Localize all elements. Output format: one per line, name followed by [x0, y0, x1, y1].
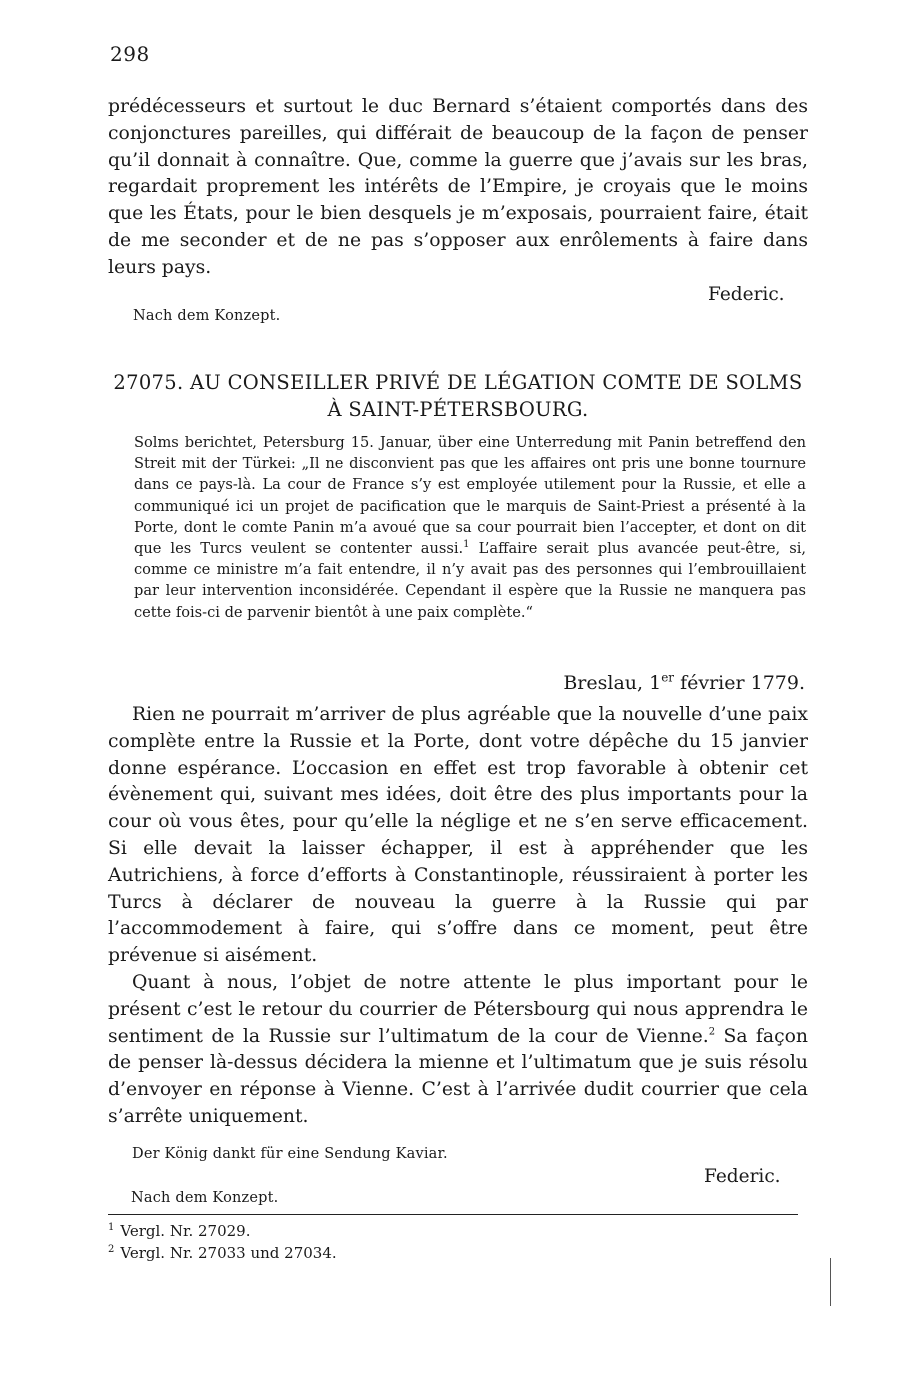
dateline: [563, 672, 805, 694]
signature-first: Federic.: [708, 284, 785, 305]
summary-text-continued: L’affaire serait plus avancée peut-être, si, comme ce ministre m’a fait entendre, il n’y avait pas des personnes qui l’embrouillaient par leur intervention inconsidérée. Cependant il espère que la Russie ne manquera pas cette fois-ci de parvenir bientôt à une paix complète.“: [134, 540, 806, 621]
letter-paragraph-1: Rien ne pourrait m’arriver de plus agréable que la nouvelle d’une paix complète entre la Russie et la Porte, dont votre dépêche du 15 janvier donne espérance. L’occasion en effet est trop favorable à obtenir cet évènement qui, suivant mes idées, doit être des plus importants pour la cour où vous êtes, pour qu’elle la néglige et ne s’en serve efficacement. Si elle devait la laisser échapper, il est à appréhender que les Autrichiens, à force d’efforts à Constantinople, réussiraient à porter les Turcs à déclarer de nouveau la guerre à la Russie qui par l’accommodement à faire, qui s’offre dans ce moment, peut être prévenue si aisément.: [108, 704, 808, 967]
continuation-paragraph: prédécesseurs et surtout le duc Bernard s’étaient comportés dans des conjonctures pareilles, qui différait de beaucoup de la façon de penser qu’il donnait à connaître. Que, comme la guerre que j’avais sur les bras, regardait proprement les intérêts de l’Empire, je croyais que le moins que les États, pour le bien desquels je m’exposais, pourraient faire, était de me seconder et de ne pas s’opposer aux enrôlements à faire dans leurs pays.: [108, 96, 808, 278]
source-note-second: Nach dem Konzept.: [131, 1190, 279, 1206]
footnote-1-text: Vergl. Nr. 27029.: [120, 1222, 251, 1240]
footnote-1: [108, 1220, 337, 1242]
footnote-2: [108, 1242, 337, 1264]
king-note: Der König dankt für eine Sendung Kaviar.: [132, 1146, 448, 1162]
footnote-2-text: Vergl. Nr. 27033 und 27034.: [120, 1244, 337, 1262]
footnote-marker-1: 1: [463, 539, 470, 551]
footnotes: [108, 1220, 337, 1264]
letter-heading: [108, 369, 808, 423]
letter-summary: [134, 432, 806, 623]
letter-paragraph-2: [108, 970, 808, 1131]
dateline-date: février 1779.: [674, 672, 805, 694]
summary-text: Solms berichtet, Petersburg 15. Januar, über eine Unterredung mit Panin betreffend den Streit mit der Türkei: „Il ne disconvient pas que les affaires ont pris une bonne tournure dans ce pays-là. La cour de France s’y est employée utilement pour la Russie, et elle a communiqué ici un projet de pacification que le marquis de Saint-Priest a présenté à la Porte, dont le comte Panin m’a avoué que sa cour pourrait bien l’accepter, et dont on dit que les Turcs veulent se contenter aussi.: [134, 434, 806, 558]
signature-second: Federic.: [704, 1166, 781, 1187]
letter-number: 27075.: [113, 371, 184, 394]
page-number: 298: [110, 42, 150, 66]
source-note-first: Nach dem Konzept.: [133, 308, 281, 324]
letter-title: AU CONSEILLER PRIVÉ DE LÉGATION COMTE DE SOLMS À SAINT-PÉTERSBOURG.: [189, 371, 803, 421]
dateline-ordinal: er: [661, 670, 675, 685]
letter-paragraph-2-continued: Sa façon de penser là-dessus décidera la mienne et l’ultimatum que je suis résolu d’envoyer en réponse à Vienne. C’est à l’arrivée dudit courrier que cela s’arrête uniquement.: [108, 1025, 808, 1127]
footnote-1-number: 1: [108, 1222, 115, 1233]
footnote-marker-2: 2: [708, 1026, 716, 1038]
dateline-place: Breslau, 1: [563, 672, 662, 694]
letter-body: [108, 702, 808, 1131]
margin-line: [830, 1258, 831, 1306]
footnote-2-number: 2: [108, 1244, 115, 1255]
letter-paragraph-2-text: Quant à nous, l’objet de notre attente le plus important pour le présent c’est le retour du courrier de Pétersbourg qui nous apprendra le sentiment de la Russie sur l’ultimatum de la cour de Vienne.: [108, 971, 808, 1047]
footnote-rule: [108, 1214, 798, 1215]
